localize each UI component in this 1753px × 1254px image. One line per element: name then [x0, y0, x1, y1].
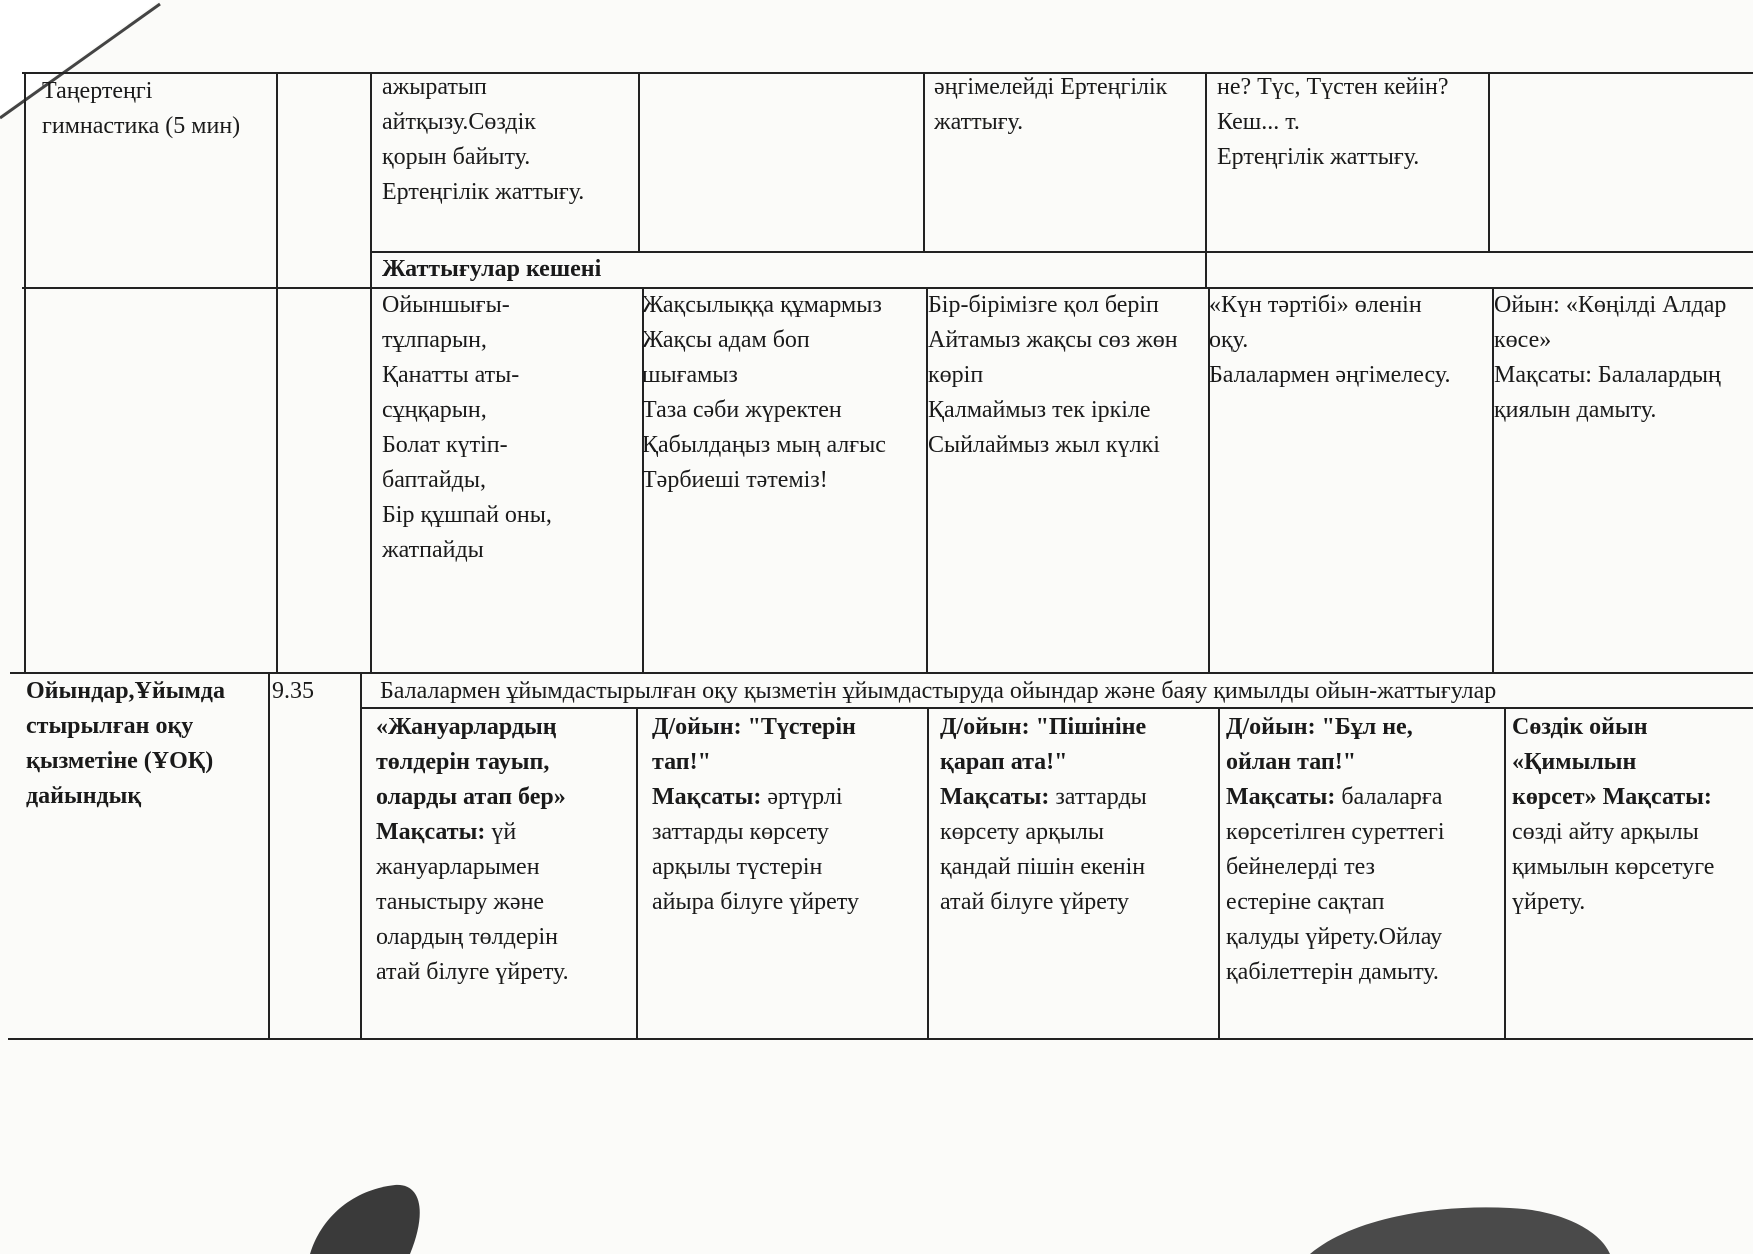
- row2-cell-3: Бір-бірімізге қол беріп Айтамыз жақсы сөз жөн көріп Қалмаймыз тек іркіле Сыйлаймыз жыл күлкі: [928, 292, 1178, 458]
- row4-cell-4: [1226, 710, 1502, 990]
- table-line-col-time-lower: [360, 672, 362, 1038]
- row1-cell-4: не? Түс, Түстен кейін? Кеш... т. Ертеңгілік жаттығу.: [1217, 74, 1449, 170]
- row3-span-text: Балалармен ұйымдастырылған оқу қызметін ұйымдастыруда ойындар және баяу қимылды ойын-жаттығулар: [380, 678, 1497, 704]
- game-5-goal-label: Мақсаты:: [1596, 784, 1712, 810]
- row4-cell-5: [1512, 710, 1750, 920]
- game-4-goal-label: Мақсаты:: [1226, 784, 1336, 810]
- game-3-goal-label: Мақсаты:: [940, 784, 1050, 810]
- table-line-col3-row1: [923, 72, 925, 251]
- activity-games-preparation: Ойындар,Ұйымда стырылған оқу қызметіне (ҰОҚ) дайындық: [26, 678, 225, 809]
- table-line-top: [22, 72, 1753, 74]
- row1-cell-1: ажыратып айтқызу.Сөздік қорын байыту. Ертеңгілік жаттығу.: [382, 74, 585, 205]
- table-line-left-edge: [24, 72, 26, 672]
- activity-morning-gymnastics: Таңертеңгі гимнастика (5 мин): [42, 78, 241, 139]
- row2-cell-4: «Күн тәртібі» өленін оқу. Балалармен әңгімелесу.: [1209, 292, 1451, 388]
- table-line-col2-row1: [638, 72, 640, 251]
- game-4-goal: балаларға көрсетілген суреттегі бейнелерді тез естеріне сақтап қалуды үйрету.Ойлау қабілеттерін дамыту.: [1226, 784, 1445, 985]
- row2-cell-2: Жақсылыққа құмармыз Жақсы адам боп шығамыз Таза сәби жүректен Қабылдаңыз мың алғыс Тәрбиеші тәтеміз!: [642, 292, 886, 493]
- row2-cell-5: Ойын: «Көңілді Алдар көсе» Мақсаты: Балалардың қиялын дамыту.: [1494, 292, 1727, 423]
- game-1-goal-label: Мақсаты:: [376, 819, 486, 845]
- table-line-bottom: [8, 1038, 1753, 1040]
- table-line-col-activity: [276, 72, 278, 672]
- table-line-col4-row4: [1218, 707, 1220, 1038]
- game-2-goal-label: Мақсаты:: [652, 784, 762, 810]
- game-1-title: «Жануарлардың төлдерін тауып, оларды атап бер»: [376, 714, 566, 810]
- row2-cell-1: Ойыншығы- тұлпарын, Қанатты аты- сұңқарын, Болат күтіп- баптайды, Бір құшпай оны, жатпайды: [382, 292, 552, 563]
- table-line-col2-row4: [636, 707, 638, 1038]
- table-line-col4-row1: [1205, 72, 1207, 287]
- table-line-col-time: [370, 72, 372, 672]
- exercise-complex-heading: Жаттығулар кешені: [382, 256, 602, 282]
- game-4-title: Д/ойын: "Бұл не, ойлан тап!": [1226, 714, 1413, 775]
- table-line-col5-row1: [1488, 72, 1490, 251]
- row1-cell-3: әңгімелейді Ертеңгілік жаттығу.: [934, 74, 1168, 135]
- scan-shadow-right: [1310, 1200, 1610, 1254]
- table-line-col3-row4: [927, 707, 929, 1038]
- time-cell: 9.35: [272, 678, 314, 704]
- scan-shadow-left: [300, 1180, 430, 1254]
- game-1-goal: үй жануарларымен таныстыру және олардың төлдерін атай білуге үйрету.: [376, 819, 569, 985]
- row4-cell-1: [376, 710, 636, 990]
- game-3-goal: заттарды көрсету арқылы қандай пішін екенін атай білуге үйрету: [940, 784, 1147, 915]
- game-5-goal: сөзді айту арқылы қимылын көрсетуге үйрету.: [1512, 819, 1715, 915]
- game-3-title: Д/ойын: "Пішініне қарап ата!": [940, 714, 1147, 775]
- table-line-col-activity-lower: [268, 672, 270, 1038]
- table-line-col5-row4: [1504, 707, 1506, 1038]
- game-2-goal: әртүрлі заттарды көрсету арқылы түстерін айыра білуге үйрету: [652, 784, 859, 915]
- row4-cell-2: [652, 710, 924, 920]
- row4-cell-3: [940, 710, 1216, 920]
- game-2-title: Д/ойын: "Түстерін тап!": [652, 714, 856, 775]
- game-5-title: Сөздік ойын «Қимылын көрсет»: [1512, 714, 1648, 810]
